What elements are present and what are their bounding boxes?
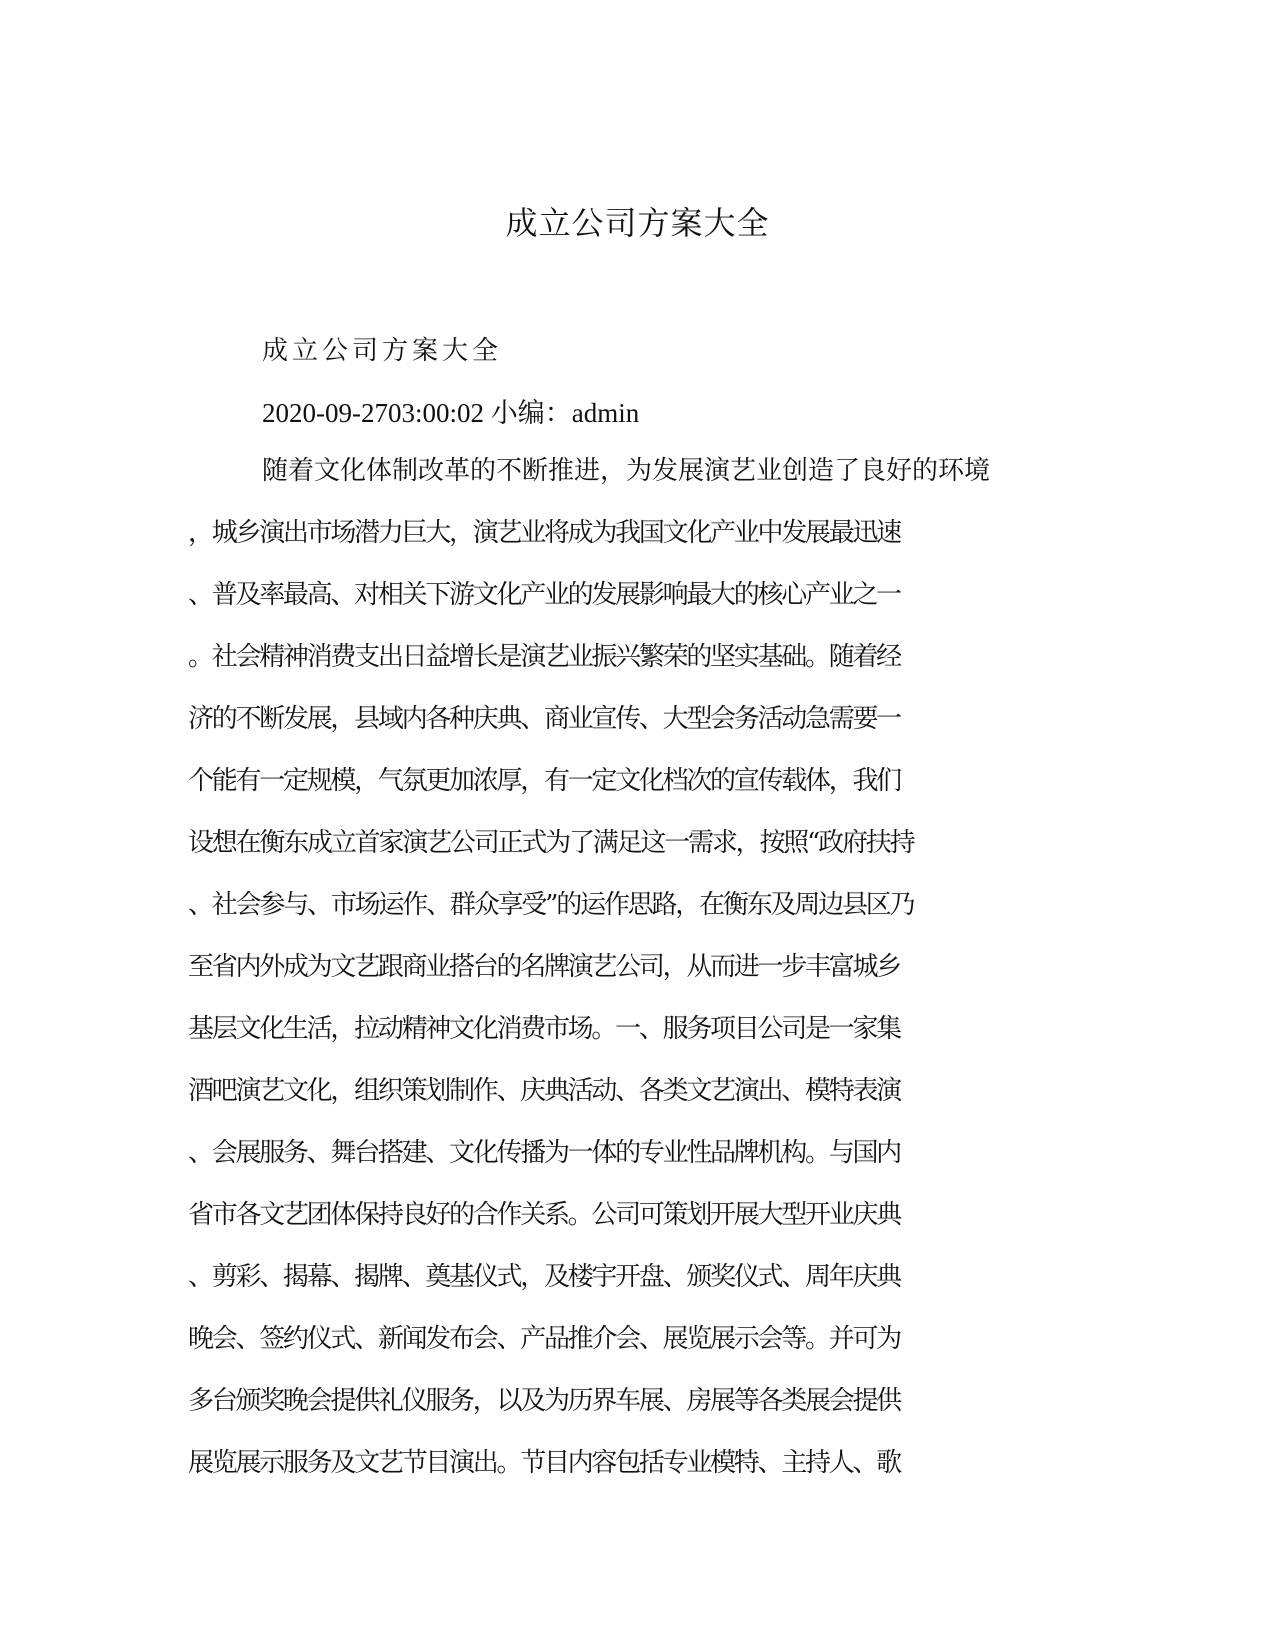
body-line: 、社会参与、市场运作、群众享受”的运作思路，在衡东及周边县区乃	[188, 890, 914, 920]
body-line: 、会展服务、舞台搭建、文化传播为一体的专业性品牌机构。与国内	[188, 1138, 900, 1168]
body-line: 省市各文艺团体保持良好的合作关系。公司可策划开展大型开业庆典	[188, 1200, 900, 1230]
body-line: 基层文化生活，拉动精神文化消费市场。一、服务项目公司是一家集	[188, 1014, 900, 1044]
body-line: 酒吧演艺文化，组织策划制作、庆典活动、各类文艺演出、模特表演	[188, 1076, 900, 1106]
body-line: 展览展示服务及文艺节目演出。节目内容包括专业模特、主持人、歌	[188, 1448, 900, 1478]
body-line: 晚会、签约仪式、新闻发布会、产品推介会、展览展示会等。并可为	[188, 1324, 900, 1354]
document-title: 成立公司方案大全	[505, 204, 770, 242]
body-line: 、普及率最高、对相关下游文化产业的发展影响最大的核心产业之一	[188, 580, 900, 610]
body-line: 个能有一定规模，气氛更加浓厚，有一定文化档次的宣传载体，我们	[188, 766, 900, 796]
body-line: ，城乡演出市场潜力巨大，演艺业将成为我国文化产业中发展最迅速	[188, 518, 900, 548]
body-paragraph	[188, 454, 1088, 1508]
body-line: 至省内外成为文艺跟商业搭台的名牌演艺公司，从而进一步丰富城乡	[188, 952, 900, 982]
body-line: 设想在衡东成立首家演艺公司正式为了满足这一需求，按照“政府扶持	[188, 828, 914, 858]
publish-meta: 2020-09-2703:00:02 小编：admin	[262, 398, 640, 428]
body-line: 。社会精神消费支出日益增长是演艺业振兴繁荣的坚实基础。随着经	[188, 642, 900, 672]
document-subtitle: 成立公司方案大全	[262, 336, 503, 366]
body-line: 济的不断发展，县域内各种庆典、商业宣传、大型会务活动急需要一	[188, 704, 900, 734]
body-line: 多台颁奖晚会提供礼仪服务，以及为历界车展、房展等各类展会提供	[188, 1386, 900, 1416]
body-line: 随着文化体制改革的不断推进，为发展演艺业创造了良好的环境	[262, 456, 991, 486]
body-line: 、剪彩、揭幕、揭牌、奠基仪式，及楼宇开盘、颁奖仪式、周年庆典	[188, 1262, 900, 1292]
